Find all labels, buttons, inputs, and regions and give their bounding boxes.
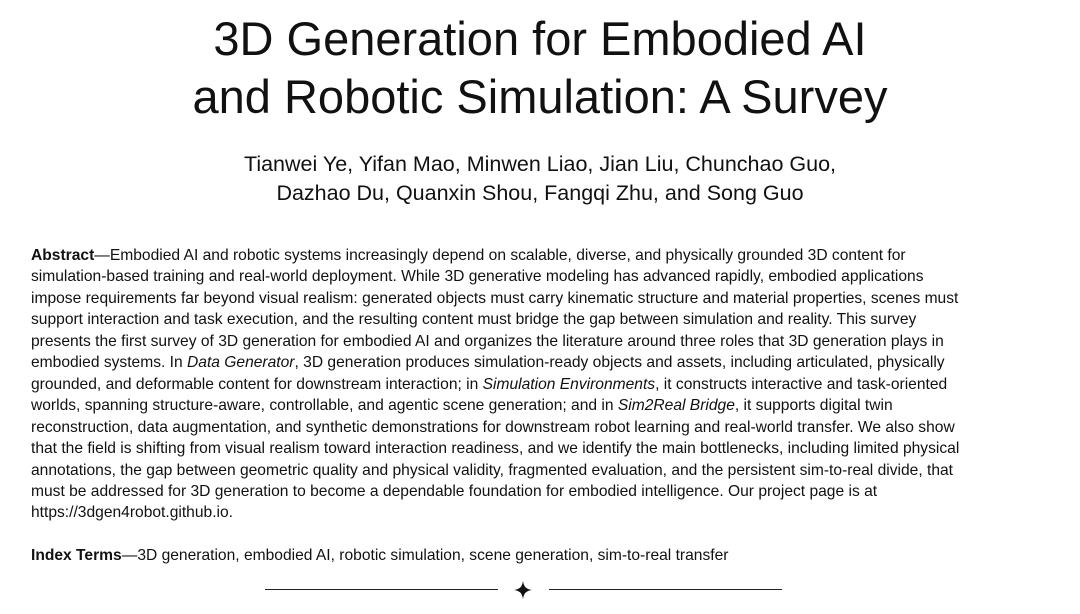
paper-title-line-1: 3D Generation for Embodied AI: [213, 12, 867, 65]
abstract-line: impose requirements far beyond visual realism: generated objects must carry kinematic structure and material properties, scenes must: [31, 289, 959, 307]
abstract-text: , 3D generation produces simulation-ready objects and assets, including articulated, physically: [294, 354, 945, 372]
abstract-line: [31, 374, 1051, 395]
abstract-label: Abstract: [31, 247, 95, 264]
emphasis-sim2real-bridge: Sim2Real Bridge: [617, 397, 735, 415]
abstract-text: worlds, spanning structure-aware, controllable, and agentic scene generation; and in: [31, 397, 618, 415]
index-terms: [31, 545, 728, 566]
abstract-line: simulation-based training and real-world deployment. While 3D generative modeling has advanced rapidly, embodied applications: [31, 268, 924, 286]
abstract-text: , it supports digital twin: [734, 397, 893, 415]
abstract-line: support interaction and task execution, and the resulting content must bridge the gap between simulation and reality. This survey: [31, 311, 917, 329]
abstract-line: presents the first survey of 3D generation for embodied AI and organizes the literature around three roles that 3D generation plays in: [31, 332, 944, 350]
author-list-line-1: Tianwei Ye, Yifan Mao, Minwen Liao, Jian Liu, Chunchao Guo,: [243, 152, 837, 176]
paper-title-line-2: and Robotic Simulation: A Survey: [192, 70, 888, 123]
author-list-line-2: Dazhao Du, Quanxin Shou, Fangqi Zhu, and Song Guo: [276, 181, 804, 205]
abstract-text: grounded, and deformable content for downstream interaction; in: [31, 375, 483, 393]
abstract-line: [31, 245, 1051, 266]
emphasis-data-generator: Data Generator: [187, 354, 295, 372]
emphasis-simulation-environments: Simulation Environments: [482, 375, 656, 393]
abstract-line: [31, 352, 1051, 373]
separator-line-right: [549, 589, 782, 590]
project-page-url[interactable]: https://3dgen4robot.github.io.: [31, 504, 234, 522]
abstract-line: [31, 395, 1051, 416]
abstract-line: that the field is shifting from visual realism toward interaction readiness, and we identify the main bottlenecks, including limited physical: [31, 440, 960, 458]
abstract: [31, 245, 1051, 524]
abstract-text: , it constructs interactive and task-oriented: [655, 375, 948, 393]
four-point-star-icon: [513, 580, 533, 600]
index-terms-label: Index Terms: [31, 547, 122, 564]
abstract-text: embodied systems. In: [31, 354, 188, 372]
index-terms-text: —3D generation, embodied AI, robotic simulation, scene generation, sim-to-real transfer: [121, 547, 729, 564]
abstract-line: must be addressed for 3D generation to become a dependable foundation for embodied intelligence. Our project page is at: [31, 482, 878, 500]
abstract-line: reconstruction, data augmentation, and synthetic demonstrations for downstream robot learning and real-world transfer. We also show: [31, 418, 955, 436]
abstract-text: —Embodied AI and robotic systems increasingly depend on scalable, diverse, and physically grounded 3D content for: [94, 247, 906, 264]
separator-line-left: [265, 589, 498, 590]
abstract-line: annotations, the gap between geometric quality and physical validity, fragmented evaluation, and the persistent sim-to-real divide, that: [31, 461, 954, 479]
